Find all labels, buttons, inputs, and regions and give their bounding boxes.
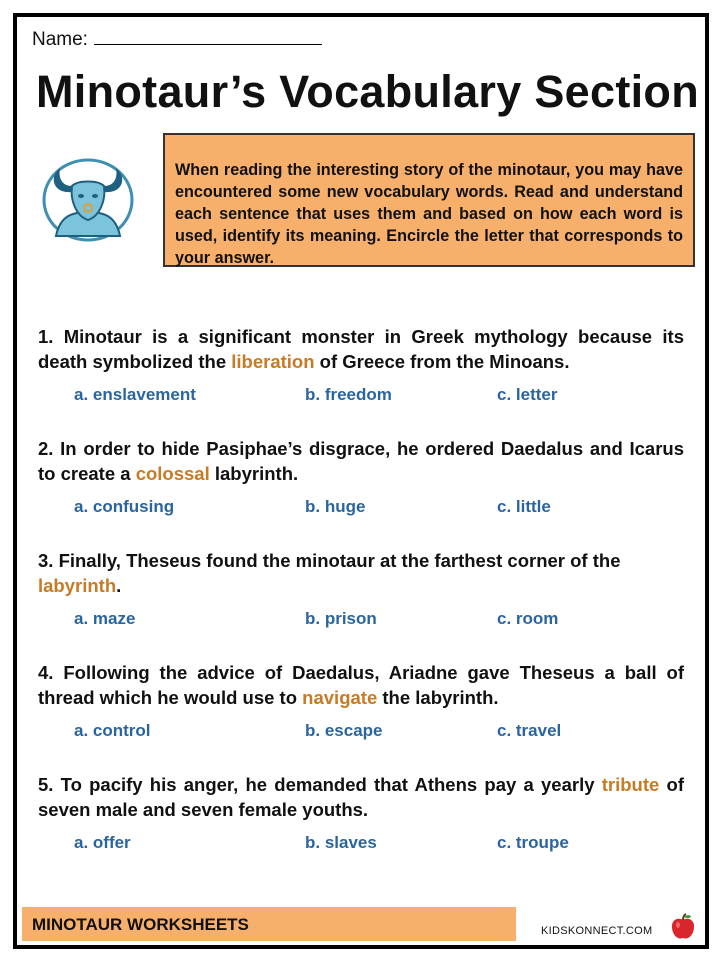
answer-option-a[interactable]: a. offer — [74, 833, 131, 852]
question-3 — [38, 548, 684, 598]
footer-bar — [22, 907, 516, 941]
answer-option-c[interactable]: c. travel — [497, 721, 562, 740]
question-4 — [38, 660, 684, 710]
question-text: 2. In order to hide Pasiphae’s disgrace, he ordered Daedalus and Icarus to create a — [38, 438, 684, 484]
vocabulary-word: tribute — [601, 774, 660, 795]
apple-icon — [667, 911, 699, 943]
answer-option-b[interactable]: b. huge — [305, 497, 366, 516]
question-2 — [38, 436, 684, 486]
name-label: Name: — [32, 29, 88, 50]
site-credit: KIDSKONNECT.COM — [541, 925, 653, 937]
answer-option-a[interactable]: a. control — [74, 721, 151, 740]
question-text: the labyrinth. — [377, 687, 499, 708]
answer-option-b[interactable]: b. escape — [305, 721, 383, 740]
page-title: Minotaur’s Vocabulary Section — [36, 66, 700, 117]
question-text: . — [116, 575, 122, 596]
question-text: 3. Finally, Theseus found the minotaur at the farthest corner of the — [38, 550, 621, 571]
answer-option-b[interactable]: b. prison — [305, 609, 377, 628]
question-text: 1. Minotaur is a significant monster in Greek mythology because its death symbolized the — [38, 326, 684, 372]
footer-label: MINOTAUR WORKSHEETS — [32, 915, 249, 934]
vocabulary-word: colossal — [135, 463, 210, 484]
answer-option-a[interactable]: a. enslavement — [74, 385, 196, 404]
instructions-box — [163, 133, 695, 267]
name-field — [32, 28, 322, 51]
question-text: labyrinth. — [209, 463, 299, 484]
question-text: of seven male and seven female youths. — [38, 774, 684, 820]
name-blank-line[interactable] — [94, 28, 322, 45]
question-1 — [38, 324, 684, 374]
answer-option-c[interactable]: c. room — [497, 609, 559, 628]
answer-option-c[interactable]: c. troupe — [497, 833, 569, 852]
question-5 — [38, 772, 684, 822]
question-text: 5. To pacify his anger, he demanded that Athens pay a yearly — [38, 774, 602, 795]
answer-option-a[interactable]: a. maze — [74, 609, 136, 628]
question-text: of Greece from the Minoans. — [314, 351, 570, 372]
question-text: 4. Following the advice of Daedalus, Ariadne gave Theseus a ball of thread which he would use to — [38, 662, 684, 708]
answer-option-b[interactable]: b. slaves — [305, 833, 377, 852]
answer-option-b[interactable]: b. freedom — [305, 385, 392, 404]
minotaur-icon — [38, 150, 138, 242]
vocabulary-word: labyrinth — [38, 575, 117, 596]
vocabulary-word: navigate — [302, 687, 378, 708]
answer-option-a[interactable]: a. confusing — [74, 497, 175, 516]
answer-option-c[interactable]: c. little — [497, 497, 551, 516]
vocabulary-word: liberation — [231, 351, 315, 372]
answer-option-c[interactable]: c. letter — [497, 385, 558, 404]
instructions-text: When reading the interesting story of the minotaur, you may have encountered some new vocabulary words. Read and understand each sentence that uses them and based on how each word is used, identify its meaning. Encircle the letter that corresponds to your answer. — [175, 161, 683, 267]
